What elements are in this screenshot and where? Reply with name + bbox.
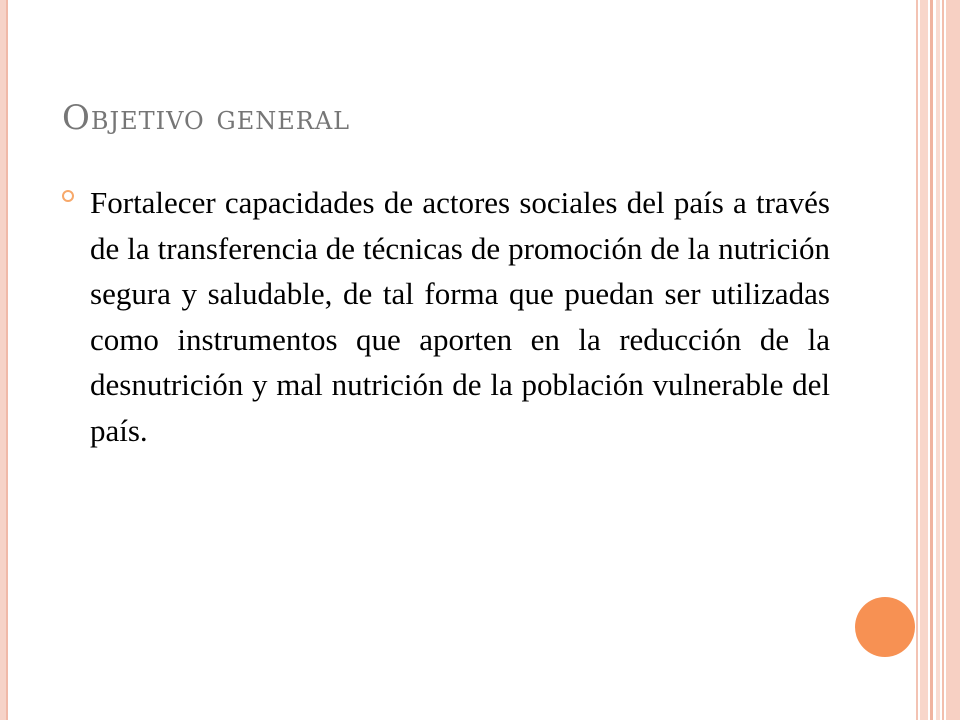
- bullet-item: [60, 180, 830, 453]
- decorative-stripe: [946, 0, 960, 720]
- left-frame-line: [0, 0, 8, 720]
- slide-title: Objetivo general: [62, 98, 351, 138]
- decorative-stripe: [930, 0, 933, 720]
- decorative-stripe: [936, 0, 940, 720]
- bullet-text: Fortalecer capacidades de actores sociales del país a través de la transferencia de técnicas de promoción de la nutrición segura y saludable, de tal forma que puedan ser utilizadas como instrumentos que aporten en la reducción de la desnutrición y mal nutrición de la población vulnerable del país.: [90, 185, 830, 448]
- decorative-stripe: [942, 0, 944, 720]
- decorative-stripe: [916, 0, 918, 720]
- bullet-circle-icon: [62, 190, 74, 202]
- orange-circle-decoration: [855, 597, 915, 657]
- decorative-stripe: [920, 0, 928, 720]
- bullet-list: [60, 180, 830, 453]
